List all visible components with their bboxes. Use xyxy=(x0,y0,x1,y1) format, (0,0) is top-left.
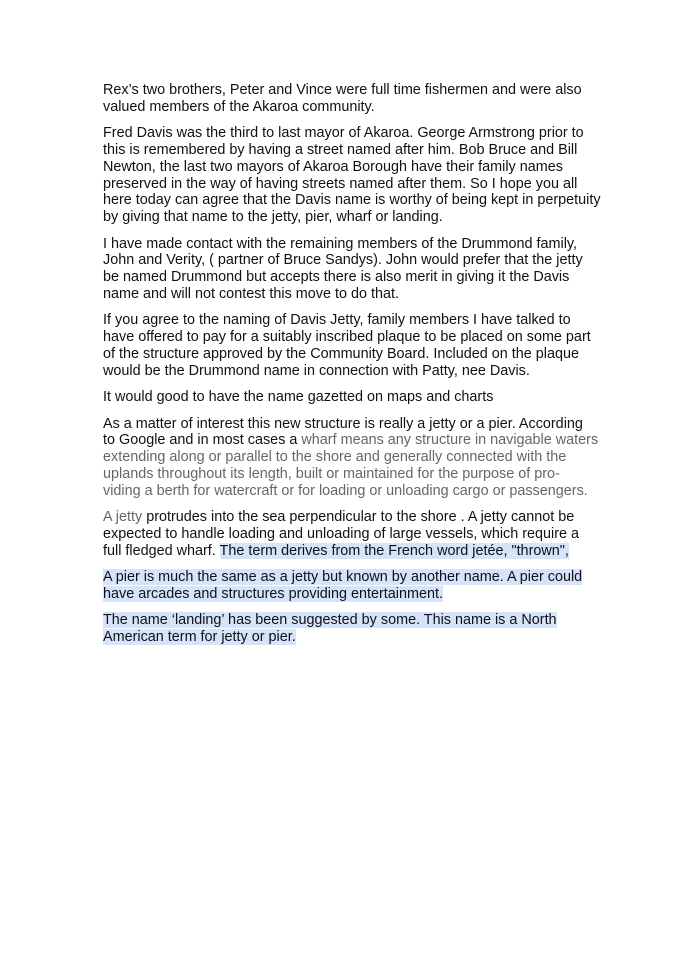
text-line: here today can agree that the Davis name is worthy of being kept in perpetuity xyxy=(103,192,601,209)
paragraph-gazetted xyxy=(103,389,573,406)
text-line xyxy=(103,586,573,603)
text-line: have offered to pay for a suitably inscribed plaque to be placed on some part xyxy=(103,329,591,346)
text-line: It would good to have the name gazetted on maps and charts xyxy=(103,389,494,406)
text-line: preserved in the way of having streets named after them. So I hope you all xyxy=(103,175,578,192)
text-line: Rex’s two brothers, Peter and Vince were full time fishermen and were also xyxy=(103,82,582,98)
paragraph-jetty-definition xyxy=(103,509,580,559)
text-line: As a matter of interest this new structure is really a jetty or a pier. According xyxy=(103,415,583,432)
text-segment: full fledged wharf. xyxy=(103,542,220,559)
text-line xyxy=(103,509,573,526)
paragraph-landing xyxy=(103,612,573,646)
quoted-definition-line: uplands throughout its length, built or maintained for the purpose of pro- xyxy=(103,465,560,482)
text-line: by giving that name to the jetty, pier, wharf or landing. xyxy=(103,209,443,226)
paragraph-wharf-definition xyxy=(103,415,599,500)
highlighted-text: American term for jetty or pier. xyxy=(103,629,296,646)
text-line: expected to handle loading and unloading of large vessels, which require a xyxy=(103,525,580,542)
paragraph-pier xyxy=(103,569,583,603)
text-line: of the structure approved by the Community Board. Included on the plaque xyxy=(103,345,579,362)
text-line xyxy=(103,629,573,646)
quoted-definition: wharf means any structure in navigable waters xyxy=(301,432,599,449)
text-line xyxy=(103,569,583,586)
text-line: If you agree to the naming of Davis Jetty, family members I have talked to xyxy=(103,312,571,329)
text-line: be named Drummond but accepts there is also merit in giving it the Davis xyxy=(103,269,570,286)
text-line: would be the Drummond name in connection with Patty, nee Davis. xyxy=(103,362,530,379)
highlighted-text: have arcades and structures providing entertainment. xyxy=(103,585,443,602)
text-line xyxy=(103,612,573,629)
paragraph-drummond xyxy=(103,235,583,303)
text-line xyxy=(103,432,599,449)
text-line: Newton, the last two mayors of Akaroa Borough have their family names xyxy=(103,158,563,175)
paragraph-plaque xyxy=(103,312,591,379)
text-line: Fred Davis was the third to last mayor of Akaroa. George Armstrong prior to xyxy=(103,125,584,142)
quoted-definition-line: extending along or parallel to the shore and generally connected with the xyxy=(103,449,567,466)
text-line: name and will not contest this move to do that. xyxy=(103,285,399,302)
text-line: this is remembered by having a street named after him. Bob Bruce and Bill xyxy=(103,141,578,158)
text-segment: to Google and in most cases a xyxy=(103,432,302,449)
highlighted-text: The name ‘landing’ has been suggested by some. This name is a North xyxy=(103,612,557,629)
highlighted-text: A pier is much the same as a jetty but known by another name. A pier could xyxy=(103,569,583,586)
text-line: valued members of the Akaroa community. xyxy=(103,98,375,115)
quoted-definition-line: viding a berth for watercraft or for loading or unloading cargo or passengers. xyxy=(103,482,588,499)
text-segment: protrudes into the sea perpendicular to the shore . A jetty cannot be xyxy=(142,509,575,526)
paragraph-mayor xyxy=(103,125,601,226)
highlighted-text: The term derives from the French word jetée, "thrown", xyxy=(219,542,569,559)
quoted-term: A jetty xyxy=(103,509,143,526)
text-line xyxy=(103,543,573,560)
text-line: I have made contact with the remaining members of the Drummond family, xyxy=(103,235,578,252)
text-line: John and Verity, ( partner of Bruce Sandys). John would prefer that the jetty xyxy=(103,252,583,269)
document-page xyxy=(103,82,601,655)
paragraph-brothers xyxy=(103,82,582,116)
